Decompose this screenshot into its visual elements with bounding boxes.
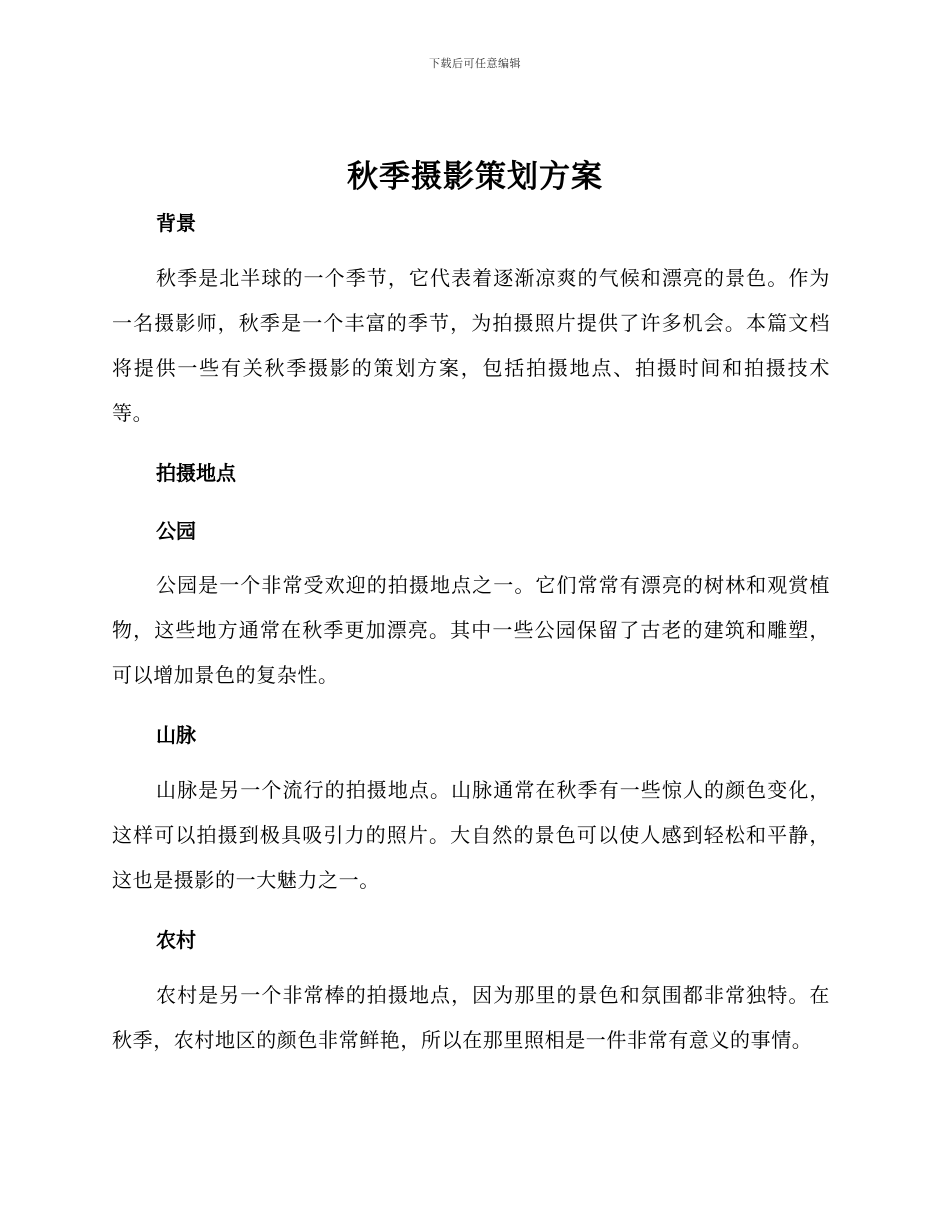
section-heading-mountains: 山脉 <box>156 723 196 747</box>
section-heading-park: 公园 <box>156 519 196 543</box>
section-heading-locations: 拍摄地点 <box>156 461 236 485</box>
section-paragraph-background: 秋季是北半球的一个季节，它代表着逐渐凉爽的气候和漂亮的景色。作为一名摄影师，秋季是一个丰富的季节，为拍摄照片提供了许多机会。本篇文档将提供一些有关秋季摄影的策划方案，包括拍摄地点、拍摄时间和拍摄技术等。 <box>112 266 830 425</box>
page-header-note: 下载后可任意编辑 <box>429 57 521 70</box>
section-paragraph-countryside: 农村是另一个非常棒的拍摄地点，因为那里的景色和氛围都非常独特。在秋季，农村地区的颜色非常鲜艳，所以在那里照相是一件非常有意义的事情。 <box>112 983 830 1052</box>
document-title: 秋季摄影策划方案 <box>347 159 603 195</box>
section-heading-background: 背景 <box>156 211 196 235</box>
section-paragraph-mountains: 山脉是另一个流行的拍摄地点。山脉通常在秋季有一些惊人的颜色变化，这样可以拍摄到极具吸引力的照片。大自然的景色可以使人感到轻松和平静，这也是摄影的一大魅力之一。 <box>112 778 830 892</box>
section-paragraph-park: 公园是一个非常受欢迎的拍摄地点之一。它们常常有漂亮的树林和观赏植物，这些地方通常在秋季更加漂亮。其中一些公园保留了古老的建筑和雕塑，可以增加景色的复杂性。 <box>112 573 830 687</box>
section-heading-countryside: 农村 <box>156 928 196 952</box>
